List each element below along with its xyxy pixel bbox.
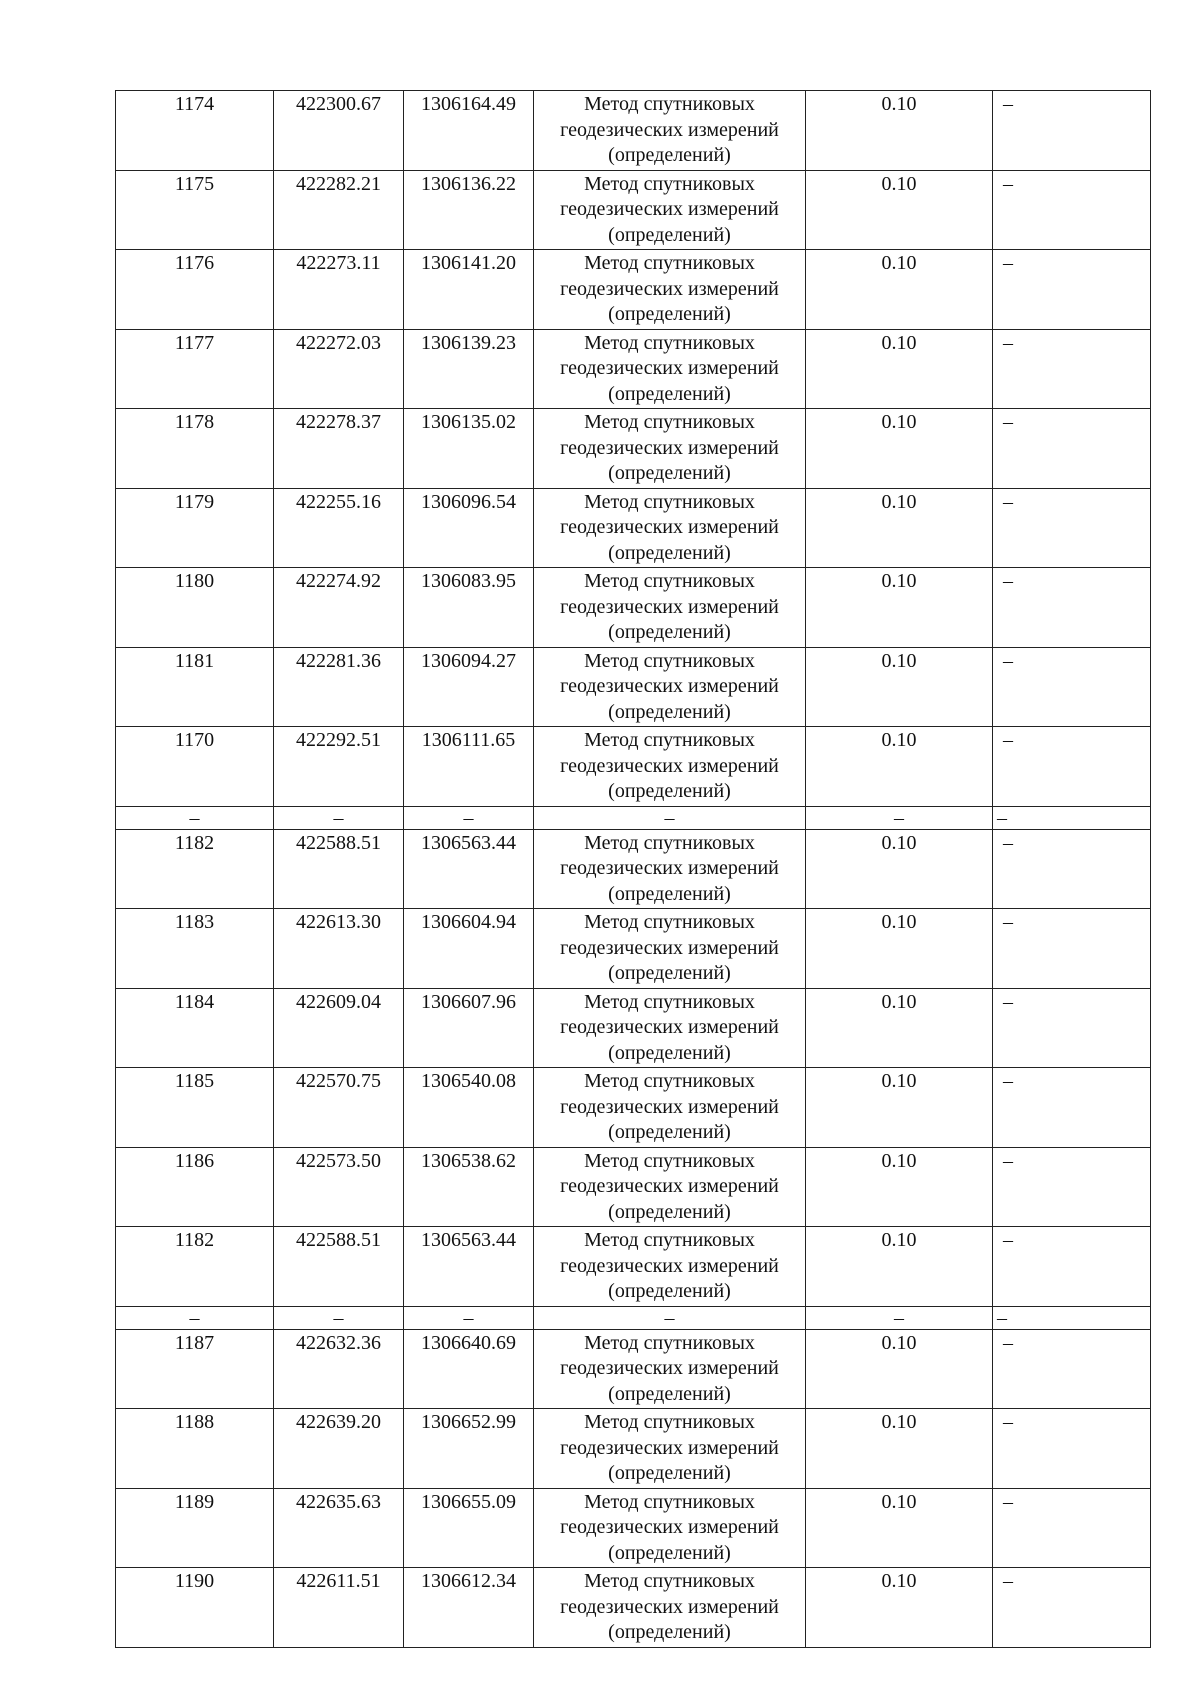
y-coordinate-cell: 1306540.08	[404, 1068, 534, 1148]
note-cell: –	[993, 91, 1151, 171]
note-cell: –	[993, 329, 1151, 409]
note-cell: –	[993, 647, 1151, 727]
point-number-cell: 1182	[116, 1227, 274, 1307]
accuracy-cell: 0.10	[806, 91, 993, 171]
note-cell: –	[993, 1227, 1151, 1307]
x-coordinate-cell: 422570.75	[274, 1068, 404, 1148]
note-cell: –	[993, 1306, 1151, 1329]
method-cell: –	[534, 1306, 806, 1329]
x-coordinate-cell: 422573.50	[274, 1147, 404, 1227]
accuracy-cell: 0.10	[806, 1068, 993, 1148]
point-number-cell: 1187	[116, 1329, 274, 1409]
note-cell: –	[993, 727, 1151, 807]
note-cell: –	[993, 806, 1151, 829]
accuracy-cell: 0.10	[806, 409, 993, 489]
accuracy-cell: 0.10	[806, 250, 993, 330]
method-cell: Метод спутниковых геодезических измерений (определений)	[534, 647, 806, 727]
table-row	[116, 909, 1151, 989]
point-number-cell: 1180	[116, 568, 274, 648]
point-number-cell: 1183	[116, 909, 274, 989]
method-cell: Метод спутниковых геодезических измерений (определений)	[534, 170, 806, 250]
accuracy-cell: 0.10	[806, 1227, 993, 1307]
method-cell: Метод спутниковых геодезических измерений (определений)	[534, 1488, 806, 1568]
note-cell: –	[993, 1068, 1151, 1148]
y-coordinate-cell: 1306607.96	[404, 988, 534, 1068]
table-row	[116, 329, 1151, 409]
y-coordinate-cell: 1306604.94	[404, 909, 534, 989]
point-number-cell: –	[116, 806, 274, 829]
accuracy-cell: 0.10	[806, 329, 993, 409]
x-coordinate-cell: 422278.37	[274, 409, 404, 489]
y-coordinate-cell: 1306135.02	[404, 409, 534, 489]
point-number-cell: 1179	[116, 488, 274, 568]
point-number-cell: 1177	[116, 329, 274, 409]
x-coordinate-cell: 422613.30	[274, 909, 404, 989]
x-coordinate-cell: –	[274, 1306, 404, 1329]
method-cell: Метод спутниковых геодезических измерений (определений)	[534, 988, 806, 1068]
point-number-cell: 1170	[116, 727, 274, 807]
x-coordinate-cell: 422255.16	[274, 488, 404, 568]
y-coordinate-cell: 1306538.62	[404, 1147, 534, 1227]
method-cell: Метод спутниковых геодезических измерений (определений)	[534, 91, 806, 171]
note-cell: –	[993, 250, 1151, 330]
table-row	[116, 91, 1151, 171]
y-coordinate-cell: 1306563.44	[404, 829, 534, 909]
x-coordinate-cell: 422611.51	[274, 1568, 404, 1648]
separator-row	[116, 1306, 1151, 1329]
note-cell: –	[993, 1488, 1151, 1568]
note-cell: –	[993, 829, 1151, 909]
method-cell: –	[534, 806, 806, 829]
y-coordinate-cell: 1306612.34	[404, 1568, 534, 1648]
note-cell: –	[993, 1147, 1151, 1227]
x-coordinate-cell: 422282.21	[274, 170, 404, 250]
method-cell: Метод спутниковых геодезических измерений (определений)	[534, 1068, 806, 1148]
accuracy-cell: 0.10	[806, 727, 993, 807]
accuracy-cell: 0.10	[806, 170, 993, 250]
point-number-cell: 1189	[116, 1488, 274, 1568]
table-row	[116, 250, 1151, 330]
note-cell: –	[993, 1409, 1151, 1489]
table-row	[116, 1409, 1151, 1489]
method-cell: Метод спутниковых геодезических измерений (определений)	[534, 329, 806, 409]
point-number-cell: 1184	[116, 988, 274, 1068]
note-cell: –	[993, 1568, 1151, 1648]
y-coordinate-cell: 1306652.99	[404, 1409, 534, 1489]
note-cell: –	[993, 409, 1151, 489]
table-row	[116, 829, 1151, 909]
accuracy-cell: 0.10	[806, 568, 993, 648]
note-cell: –	[993, 1329, 1151, 1409]
table-row	[116, 170, 1151, 250]
point-number-cell: –	[116, 1306, 274, 1329]
method-cell: Метод спутниковых геодезических измерений (определений)	[534, 1227, 806, 1307]
y-coordinate-cell: 1306139.23	[404, 329, 534, 409]
x-coordinate-cell: 422635.63	[274, 1488, 404, 1568]
method-cell: Метод спутниковых геодезических измерений (определений)	[534, 1409, 806, 1489]
y-coordinate-cell: 1306136.22	[404, 170, 534, 250]
x-coordinate-cell: 422272.03	[274, 329, 404, 409]
x-coordinate-cell: 422588.51	[274, 1227, 404, 1307]
x-coordinate-cell: 422274.92	[274, 568, 404, 648]
y-coordinate-cell: 1306563.44	[404, 1227, 534, 1307]
y-coordinate-cell: 1306111.65	[404, 727, 534, 807]
x-coordinate-cell: 422292.51	[274, 727, 404, 807]
table-row	[116, 1227, 1151, 1307]
y-coordinate-cell: –	[404, 806, 534, 829]
table-row	[116, 647, 1151, 727]
point-number-cell: 1186	[116, 1147, 274, 1227]
table-row	[116, 988, 1151, 1068]
method-cell: Метод спутниковых геодезических измерений (определений)	[534, 909, 806, 989]
table-row	[116, 1068, 1151, 1148]
accuracy-cell: 0.10	[806, 909, 993, 989]
point-number-cell: 1176	[116, 250, 274, 330]
table-row	[116, 1488, 1151, 1568]
y-coordinate-cell: 1306083.95	[404, 568, 534, 648]
accuracy-cell: –	[806, 806, 993, 829]
y-coordinate-cell: 1306141.20	[404, 250, 534, 330]
point-number-cell: 1175	[116, 170, 274, 250]
point-number-cell: 1181	[116, 647, 274, 727]
point-number-cell: 1190	[116, 1568, 274, 1648]
table-row	[116, 1147, 1151, 1227]
note-cell: –	[993, 488, 1151, 568]
separator-row	[116, 806, 1151, 829]
note-cell: –	[993, 909, 1151, 989]
x-coordinate-cell: 422632.36	[274, 1329, 404, 1409]
table-row	[116, 409, 1151, 489]
method-cell: Метод спутниковых геодезических измерений (определений)	[534, 568, 806, 648]
table-row	[116, 1329, 1151, 1409]
point-number-cell: 1174	[116, 91, 274, 171]
method-cell: Метод спутниковых геодезических измерений (определений)	[534, 488, 806, 568]
method-cell: Метод спутниковых геодезических измерений (определений)	[534, 829, 806, 909]
point-number-cell: 1182	[116, 829, 274, 909]
table-row	[116, 568, 1151, 648]
method-cell: Метод спутниковых геодезических измерений (определений)	[534, 1568, 806, 1648]
point-number-cell: 1178	[116, 409, 274, 489]
table-row	[116, 727, 1151, 807]
table-row	[116, 488, 1151, 568]
accuracy-cell: 0.10	[806, 488, 993, 568]
note-cell: –	[993, 568, 1151, 648]
y-coordinate-cell: 1306094.27	[404, 647, 534, 727]
accuracy-cell: 0.10	[806, 1147, 993, 1227]
x-coordinate-cell: 422281.36	[274, 647, 404, 727]
method-cell: Метод спутниковых геодезических измерений (определений)	[534, 1147, 806, 1227]
note-cell: –	[993, 988, 1151, 1068]
accuracy-cell: 0.10	[806, 1409, 993, 1489]
y-coordinate-cell: 1306640.69	[404, 1329, 534, 1409]
x-coordinate-cell: –	[274, 806, 404, 829]
method-cell: Метод спутниковых геодезических измерений (определений)	[534, 1329, 806, 1409]
method-cell: Метод спутниковых геодезических измерений (определений)	[534, 727, 806, 807]
coordinates-table-body	[116, 91, 1151, 1648]
y-coordinate-cell: –	[404, 1306, 534, 1329]
accuracy-cell: 0.10	[806, 1329, 993, 1409]
y-coordinate-cell: 1306096.54	[404, 488, 534, 568]
accuracy-cell: 0.10	[806, 829, 993, 909]
method-cell: Метод спутниковых геодезических измерений (определений)	[534, 250, 806, 330]
x-coordinate-cell: 422300.67	[274, 91, 404, 171]
y-coordinate-cell: 1306164.49	[404, 91, 534, 171]
x-coordinate-cell: 422639.20	[274, 1409, 404, 1489]
point-number-cell: 1185	[116, 1068, 274, 1148]
x-coordinate-cell: 422273.11	[274, 250, 404, 330]
x-coordinate-cell: 422588.51	[274, 829, 404, 909]
accuracy-cell: 0.10	[806, 647, 993, 727]
accuracy-cell: –	[806, 1306, 993, 1329]
accuracy-cell: 0.10	[806, 1568, 993, 1648]
table-row	[116, 1568, 1151, 1648]
accuracy-cell: 0.10	[806, 1488, 993, 1568]
x-coordinate-cell: 422609.04	[274, 988, 404, 1068]
point-number-cell: 1188	[116, 1409, 274, 1489]
y-coordinate-cell: 1306655.09	[404, 1488, 534, 1568]
note-cell: –	[993, 170, 1151, 250]
accuracy-cell: 0.10	[806, 988, 993, 1068]
method-cell: Метод спутниковых геодезических измерений (определений)	[534, 409, 806, 489]
coordinates-table	[115, 90, 1151, 1648]
